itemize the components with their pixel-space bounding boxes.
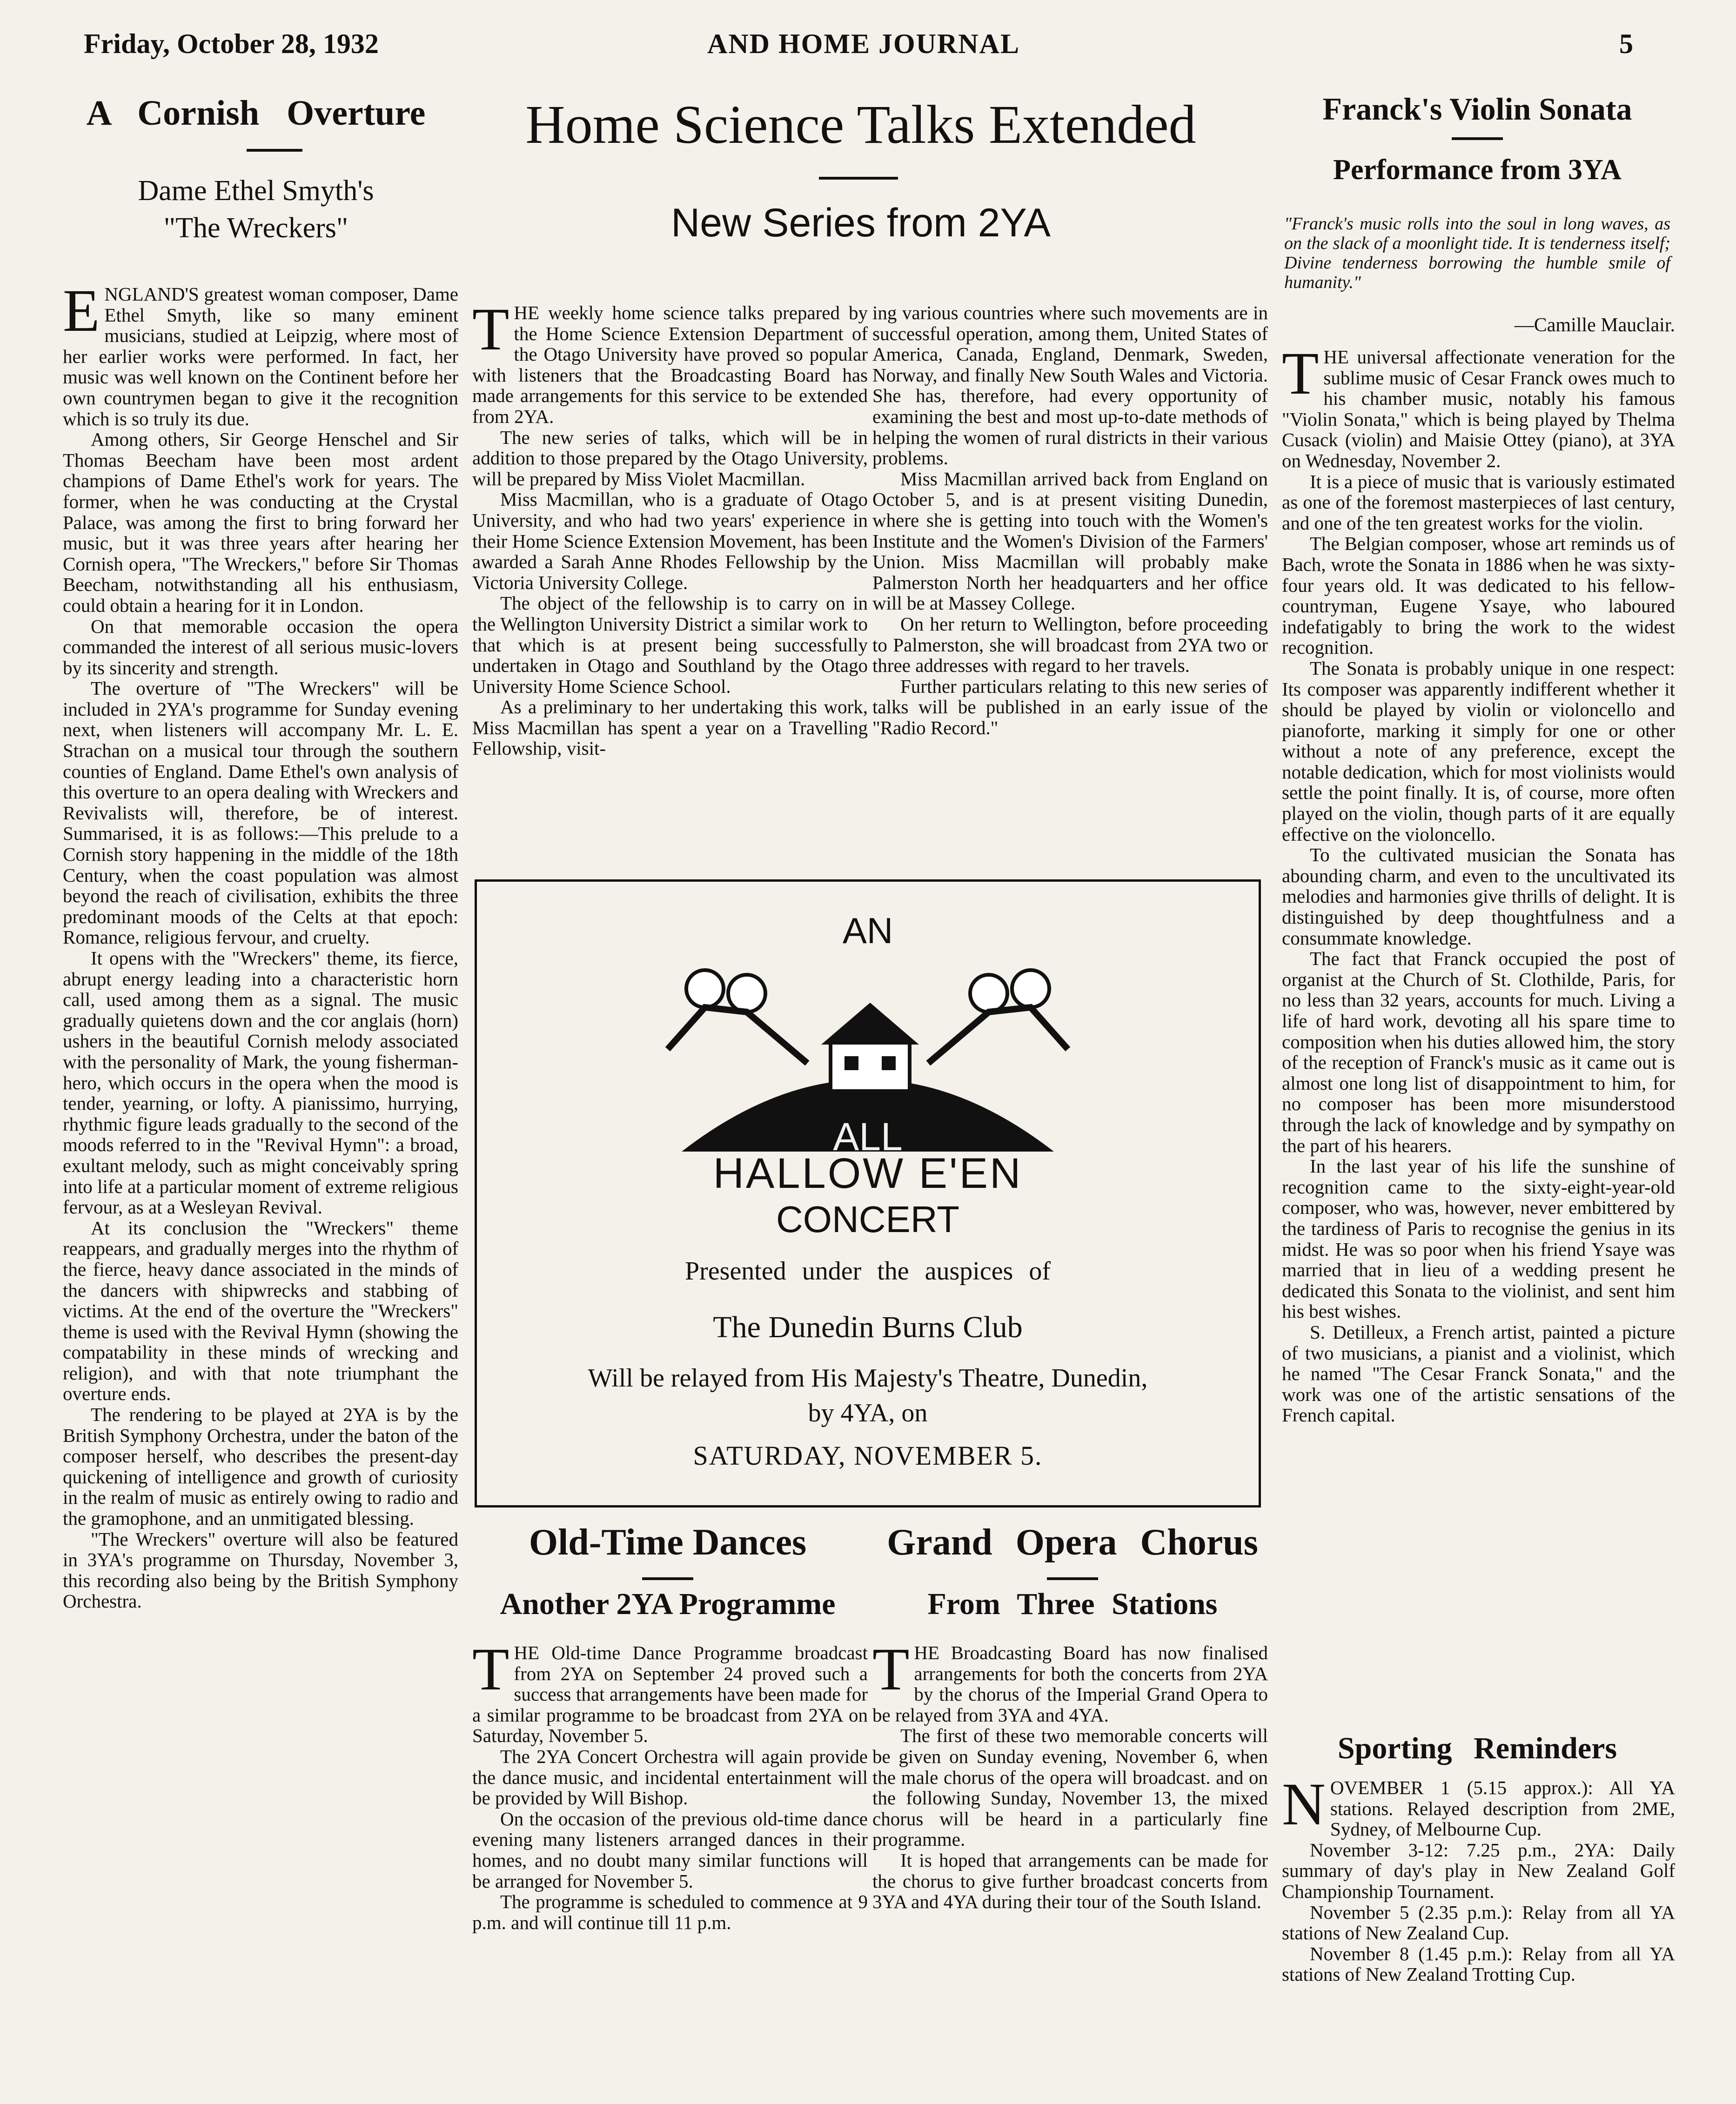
- left-article-body: [63, 277, 458, 1612]
- sporting-paragraph: November 8 (1.45 p.m.): Relay from all YA stations of New Zealand Trotting Cup.: [1282, 1943, 1675, 1985]
- dances-paragraph: The 2YA Concert Orchestra will again provide the dance music, and incidental entertainment will be provided by Will Bishop.: [472, 1745, 868, 1809]
- page-number: 5: [1619, 28, 1633, 59]
- left-paragraph: The overture of "The Wreckers" will be included in 2YA's programme for Sunday evening next, when listeners will accompany Mr. L. E. Strachan on a musical tour through the southern counties of England. Dame Ethel's own analysis of this overture to an opera dealing with Wreckers and Revivalists will, therefore, be of interest. Summarised, it is as follows:—This prelude to a Cornish story happening in the middle of the 18th Century, when the coast population was almost beyond the reach of civilisation, exhibits the three predominant moods of the Celts at that epoch: Romance, religious fervour, and cruelty.: [63, 677, 458, 948]
- center-paragraph: ing various countries where such movements are in successful operation, among them, United States of America, Canada, England, Denmark, Sweden, Norway, and finally New South Wales and Victoria. She has, therefore, had every opportunity of examining the best and most up-to-date methods of helping the women of rural districts in their various problems.: [872, 302, 1268, 469]
- sporting-body: [1282, 1771, 1675, 1985]
- ad-club-name: The Dunedin Burns Club: [713, 1310, 1023, 1344]
- center-body-col1: [472, 296, 868, 759]
- left-paragraph: Among others, Sir George Henschel and Sir Thomas Beecham have been most ardent champions of Dame Ethel's work for years. The former, when he was conducting at the Crystal Palace, was among the first to bring forward her music, but it was three years after hearing her Cornish opera, "The Wreckers," before Sir Thomas Beecham, notwithstanding all his enthusiasm, could obtain a hearing for it in London.: [63, 429, 458, 616]
- left-article-title: A Cornish Overture: [86, 94, 426, 133]
- left-article-subtitle-2: "The Wreckers": [163, 212, 349, 244]
- right-paragraph: To the cultivated musician the Sonata has abounding charm, and even to the uncultivated its melodies and harmonies give thrills of delight. It is distinguished by deep thoughtfulness and a consummate knowledge.: [1282, 844, 1675, 949]
- halloween-concert-ad: [475, 879, 1261, 1508]
- skeleton-skull-icon: [686, 970, 724, 1007]
- sporting-paragraph: NOVEMBER 1 (5.15 approx.): All YA stations. Relayed description from 2ME, Sydney, of Melbourne Cup.: [1282, 1771, 1675, 1840]
- left-article-subtitle: Dame Ethel Smyth's: [138, 175, 374, 207]
- left-paragraph: ENGLAND'S greatest woman composer, Dame Ethel Smyth, like so many eminent musicians, studied at Leipzig, where most of her earlier works were performed. In fact, her music was well known on the Continent before her own countrymen began to give it the recognition which is so truly its due.: [63, 277, 458, 429]
- center-paragraph: THE weekly home science talks prepared by the Home Science Extension Department of the Otago University have proved so popular with listeners that the Broadcasting Board has made arrangements for this service to be extended from 2YA.: [472, 296, 868, 427]
- ad-line-concert: CONCERT: [776, 1199, 960, 1240]
- left-paragraph: At its conclusion the "Wreckers" theme reappears, and gradually merges into the rhythm of the fierce, heavy dance associated in the minds of the dancers with shipwrecks and stabbing of victims. At the end of the overture the "Wreckers" theme is used with the Revival Hymn (showing the compatability in these minds of wrecking and religion), and with that note triumphant the overture ends.: [63, 1217, 458, 1405]
- right-article-body: [1282, 340, 1675, 1426]
- house-roof-icon: [821, 1003, 919, 1045]
- opera-subtitle: From Three Stations: [927, 1587, 1218, 1621]
- opera-title: Grand Opera Chorus: [887, 1522, 1258, 1563]
- sporting-paragraph: November 3-12: 7.25 p.m., 2YA: Daily summary of day's play in New Zealand Golf Championship Tournament.: [1282, 1839, 1675, 1902]
- left-title-rule: [247, 149, 302, 152]
- dances-title: Old-Time Dances: [529, 1522, 807, 1563]
- ad-relay-station: by 4YA, on: [808, 1399, 928, 1427]
- opera-paragraph: It is hoped that arrangements can be made for the chorus to give further broadcast concerts from 3YA and 4YA during their tour of the South Island.: [872, 1849, 1268, 1913]
- center-article-title: Home Science Talks Extended: [525, 94, 1196, 155]
- ad-presented: Presented under the auspices of: [685, 1257, 1051, 1286]
- opera-paragraph: THE Broadcasting Board has now finalised arrangements for both the concerts from 2YA by the chorus of the Imperial Grand Opera to be relayed from 3YA and 4YA.: [872, 1636, 1268, 1726]
- left-paragraph: "The Wreckers" overture will also be featured in 3YA's programme on Thursday, November 3, this recording also being by the British Symphony Orchestra.: [63, 1528, 458, 1612]
- dances-paragraph: THE Old-time Dance Programme broadcast from 2YA on September 24 proved such a success that arrangements have been made for a similar programme to be broadcast from 2YA on Saturday, November 5.: [472, 1636, 868, 1747]
- dances-paragraph: On the occasion of the previous old-time dance evening many listeners arranged dances in their homes, and no doubt many similar functions will be arranged for November 5.: [472, 1808, 868, 1892]
- sporting-paragraph: November 5 (2.35 p.m.): Relay from all YA stations of New Zealand Cup.: [1282, 1901, 1675, 1944]
- skeleton-skull-icon: [728, 975, 765, 1012]
- right-paragraph: It is a piece of music that is variously estimated as one of the foremost masterpieces of last century, and one of the ten greatest works for the violin.: [1282, 470, 1675, 534]
- right-article-title: Franck's Violin Sonata: [1322, 91, 1632, 127]
- header-date: Friday, October 28, 1932: [84, 28, 379, 59]
- center-paragraph: The new series of talks, which will be in addition to those prepared by the Otago University, will be prepared by Miss Violet Macmillan.: [472, 426, 868, 489]
- center-paragraph: As a preliminary to her undertaking this work, Miss Macmillan has spent a year on a Travelling Fellowship, visit-: [472, 696, 868, 759]
- right-paragraph: The Sonata is probably unique in one respect: Its composer was apparently indifferent whether it should be played by violin or violoncello and pianoforte, marking it simply for one or other without a note of any preference, except the notable dedication, which for most violinists would settle the point finally. It is, of course, more often played on the violin, though parts of it are equally effective on the violoncello.: [1282, 657, 1675, 845]
- skeleton-arm-icon: [668, 1007, 807, 1063]
- right-article-subtitle: Performance from 3YA: [1333, 154, 1622, 186]
- ad-line-an: AN: [842, 910, 893, 951]
- opera-body: [872, 1636, 1268, 1913]
- center-title-rule: [819, 177, 898, 180]
- skeleton-skull-icon: [1012, 970, 1049, 1007]
- ad-line-all: ALL: [833, 1115, 903, 1159]
- right-quote-author: —Camille Mauclair.: [1514, 315, 1675, 336]
- skeleton-arm-icon: [928, 1007, 1068, 1063]
- left-paragraph: The rendering to be played at 2YA is by the British Symphony Orchestra, under the baton of the composer herself, who describes the present-day quickening of intelligence and growth of curiosity in the realm of music as entirely owing to radio and the gramophone, and an unmitigated blessing.: [63, 1404, 458, 1529]
- right-paragraph: The fact that Franck occupied the post of organist at the Church of St. Clothilde, Paris, for no less than 32 years, accounts for much. Living a life of hard work, devoting all his spare time to composition when his duties allowed him, the story of the reception of Franck's music as it came out is almost one long list of disappointment to him, for no composer has been more misunderstood through the lack of knowledge and by sympathy on the part of his hearers.: [1282, 948, 1675, 1156]
- dances-paragraph: The programme is scheduled to commence at 9 p.m. and will continue till 11 p.m.: [472, 1891, 868, 1933]
- center-paragraph: The object of the fellowship is to carry on in the Wellington University District a similar work to that which is at present being successfully undertaken in Otago and Southland by the Otago University Home Science School.: [472, 592, 868, 697]
- right-title-rule: [1452, 137, 1503, 140]
- right-paragraph: S. Detilleux, a French artist, painted a picture of two musicians, a pianist and a violinist, which he named "The Cesar Franck Sonata," and the work was one of the artistic sensations of the French capital.: [1282, 1321, 1675, 1426]
- dances-title-rule: [642, 1577, 693, 1580]
- right-quote: "Franck's music rolls into the soul in long waves, as on the slack of a moonlight tide. It is tenderness itself; Divine tenderness borrowing the humble smile of humanity.": [1284, 214, 1670, 292]
- opera-title-rule: [1047, 1577, 1098, 1580]
- center-paragraph: Further particulars relating to this new series of talks will be published in an early issue of the "Radio Record.": [872, 675, 1268, 738]
- center-paragraph: On her return to Wellington, before proceeding to Palmerston, she will broadcast from 2YA two or three addresses with regard to her travels.: [872, 613, 1268, 677]
- center-body-col2: [872, 302, 1268, 738]
- ad-relay-line: Will be relayed from His Majesty's Theatre, Dunedin,: [588, 1364, 1148, 1393]
- center-paragraph: Miss Macmillan arrived back from England on October 5, and is at present visiting Dunedin, where she is getting into touch with the Women's Institute and the Women's Division of the Farmers' Union. Miss Macmillan will probably make Palmerston North her headquarters and her office will be at Massey College.: [872, 468, 1268, 614]
- skeleton-skull-icon: [970, 975, 1007, 1012]
- right-paragraph: THE universal affectionate veneration for the sublime music of Cesar Franck owes much to his chamber music, notably his famous "Violin Sonata," which is being played by Thelma Cusack (violin) and Maisie Ottey (piano), at 3YA on Wednesday, November 2.: [1282, 340, 1675, 471]
- ad-date: SATURDAY, NOVEMBER 5.: [693, 1441, 1043, 1471]
- dances-body: [472, 1636, 868, 1933]
- left-paragraph: On that memorable occasion the opera commanded the interest of all serious music-lovers by its sincerity and strength.: [63, 615, 458, 678]
- right-paragraph: In the last year of his life the sunshine of recognition came to the sixty-eight-year-old composer, who was, however, never embittered by the tardiness of Paris to recognise the genius in its midst. He was so poor when his friend Ysaye was married that in lieu of a wedding present he dedicated this Sonata to the violinist, and sent him his best wishes.: [1282, 1155, 1675, 1322]
- house-icon: [831, 1040, 910, 1091]
- header-title: AND HOME JOURNAL: [707, 28, 1020, 59]
- dances-subtitle: Another 2YA Programme: [500, 1587, 836, 1621]
- sporting-title: Sporting Reminders: [1337, 1731, 1617, 1765]
- center-paragraph: Miss Macmillan, who is a graduate of Otago University, and who had two years' experience in their Home Science Extension Movement, has been awarded a Sarah Anne Rhodes Fellowship by the Victoria University College.: [472, 489, 868, 593]
- ad-line-hallowe-en: HALLOW E'EN: [713, 1150, 1023, 1197]
- center-article-subtitle: New Series from 2YA: [671, 201, 1051, 245]
- left-paragraph: It opens with the "Wreckers" theme, its fierce, abrupt energy leading into a characteristic horn call, used among them as a signal. The music gradually quietens down and the cor anglais (horn) ushers in the beautiful Cornish melody associated with the personality of Mark, the young fisherman-hero, which occurs in the opera when the mood is tender, yearning, or lofty. A pianissimo, hurrying, rhythmic figure leads gradually to the second of the moods referred to in the "Revival Hymn": a broad, exultant melody, such as might conceivably spring into life at a particular moment of extreme religious fervour, as at a Wesleyan Revival.: [63, 947, 458, 1218]
- right-paragraph: The Belgian composer, whose art reminds us of Bach, wrote the Sonata in 1886 when he was sixty-four years old. It was dedicated to his fellow-countryman, Eugene Ysaye, who laboured indefatigably to bring the work to the widest recognition.: [1282, 533, 1675, 658]
- opera-paragraph: The first of these two memorable concerts will be given on Sunday evening, November 6, when the male chorus of the opera will broadcast. and on the following Sunday, November 13, the mixed chorus will be heard in a particularly fine programme.: [872, 1725, 1268, 1850]
